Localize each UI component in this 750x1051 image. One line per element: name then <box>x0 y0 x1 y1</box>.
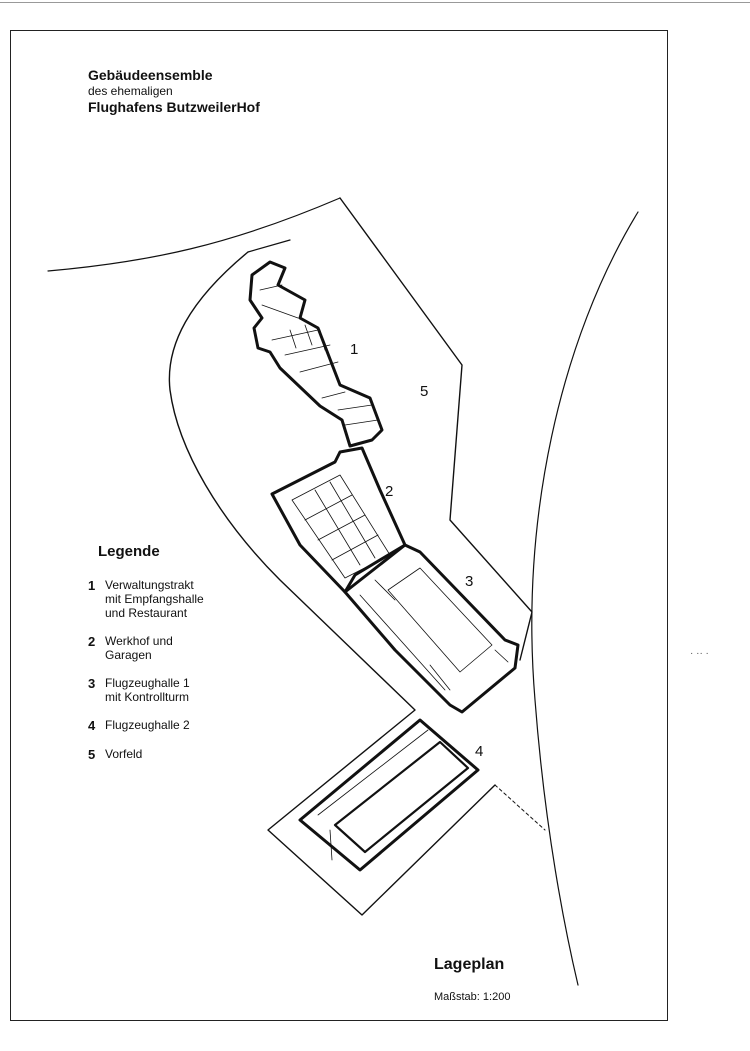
legend-text: Flugzeughalle 2 <box>105 718 190 732</box>
dashed-line <box>495 785 545 830</box>
building-3 <box>345 545 518 712</box>
legend-number: 5 <box>88 747 96 762</box>
legend-item <box>88 718 288 733</box>
building-2 <box>272 448 405 592</box>
legend-item <box>88 578 288 620</box>
plan-label-3: 3 <box>465 573 474 590</box>
legend-heading: Legende <box>98 543 160 560</box>
building-1 <box>250 262 382 446</box>
plan-title: Lageplan <box>434 956 505 973</box>
building-4 <box>300 720 478 870</box>
legend-text: Vorfeld <box>105 747 143 761</box>
scale-note: Maßstab: 1:200 <box>434 991 511 1003</box>
plan-label-1: 1 <box>350 341 359 358</box>
legend-number: 1 <box>88 578 96 593</box>
title-line-1: Gebäudeensemble <box>88 67 213 83</box>
plan-label-4: 4 <box>475 743 484 760</box>
site-outline-link <box>248 240 290 252</box>
legend-item <box>88 634 288 662</box>
building-2-interior <box>292 475 390 578</box>
legend-item <box>88 676 288 704</box>
building-3-interior <box>360 568 508 690</box>
legend <box>88 543 288 776</box>
boundary-arc-right <box>532 212 638 985</box>
scan-speck: · ·· · <box>690 648 709 659</box>
legend-item <box>88 747 288 762</box>
legend-text: Werkhof und Garagen <box>105 634 173 662</box>
plan-label-2: 2 <box>385 483 394 500</box>
legend-number: 3 <box>88 676 96 691</box>
legend-number: 4 <box>88 718 96 733</box>
legend-text: Verwaltungstrakt mit Empfangshalle und Restaurant <box>105 578 204 620</box>
title-line-3: Flughafens ButzweilerHof <box>88 99 260 115</box>
boundary-arc-top <box>48 198 340 271</box>
legend-text: Flugzeughalle 1 mit Kontrollturm <box>105 676 190 704</box>
legend-number: 2 <box>88 634 96 649</box>
title-block <box>88 67 260 116</box>
title-line-2: des ehemaligen <box>88 84 173 98</box>
plan-label-5: 5 <box>420 383 429 400</box>
